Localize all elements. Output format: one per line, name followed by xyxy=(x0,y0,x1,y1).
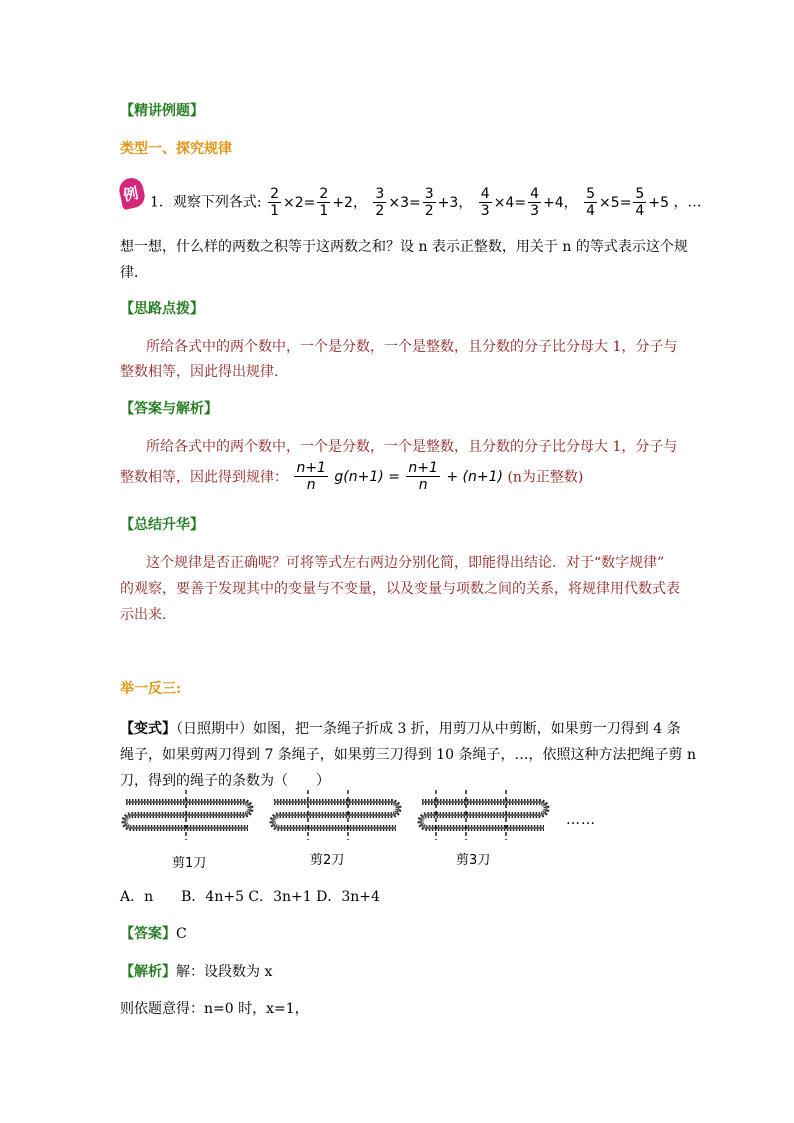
example-item-3: $\frac{4}{3}$ ×4= $\frac{4}{3}$ +4， xyxy=(480,186,583,219)
answer-row xyxy=(120,923,187,943)
analysis-row xyxy=(120,961,272,981)
section-title: 【精讲例题】 xyxy=(120,103,204,119)
hint-line-1: 所给各式中的两个数中，一个是分数，一个是整数，且分数的分子比分母大 1，分子与 xyxy=(146,339,678,355)
summary-line-2: 的观察，要善于发现其中的变量与不变量，以及变量与项数之间的关系，将规律用代数式表 xyxy=(120,581,680,597)
example-number-label: 1．观察下列各式: xyxy=(150,194,262,211)
summary-line-3: 示出来． xyxy=(120,607,176,623)
variant-text-1: （日照期中）如图，把一条绳子折成 3 折，用剪刀从中剪断，如果剪一刀得到 4 条 xyxy=(176,721,681,737)
type-title: 类型一、探究规律 xyxy=(120,141,232,157)
figure-ellipsis: …… xyxy=(566,812,596,828)
answer-section-formula-line xyxy=(120,460,583,493)
hint-title: 【思路点拨】 xyxy=(120,301,204,317)
summary-line-1: 这个规律是否正确呢？可将等式左右两边分别化简，即能得出结论．对于“数字规律” xyxy=(146,555,665,571)
example-badge: 例 xyxy=(117,176,147,210)
variant-line-3: 刀，得到的绳子的条数为（ ） xyxy=(120,773,330,789)
caption-cut-3: 剪3刀 xyxy=(456,853,491,868)
rope-1 xyxy=(125,790,251,840)
caption-cut-2: 剪2刀 xyxy=(310,853,345,868)
example-item-1: $\frac{2}{1}$ ×2= $\frac{2}{1}$ +2， xyxy=(270,186,372,219)
rope-3 xyxy=(421,790,547,840)
answer-options: A．n B．4n+5 C．3n+1 D．3n+4 xyxy=(120,889,380,905)
answer-section-title: 【答案与解析】 xyxy=(120,401,218,417)
example-item-4: $\frac{5}{4}$ ×5= $\frac{5}{4}$ +5 xyxy=(586,186,669,219)
caption-cut-1: 剪1刀 xyxy=(172,856,207,871)
formula-note: (n为正整数) xyxy=(507,469,584,486)
rule-formula: $\frac{n+1}{n}$ g(n+1) = $\frac{n+1}{n}$ + (n+1) xyxy=(296,460,503,493)
example-formula-line xyxy=(150,186,701,219)
example-line-3: 律． xyxy=(120,265,148,281)
answer-label: 【答案】 xyxy=(120,926,176,942)
analysis-label: 【解析】 xyxy=(120,964,176,980)
example-ellipsis: ，… xyxy=(673,194,702,211)
variant-line-2: 绳子，如果剪两刀得到 7 条绳子，如果剪三刀得到 10 条绳子，…，依照这种方法把绳子剪 n xyxy=(120,747,696,763)
answer-value: C xyxy=(176,926,187,942)
example-line-2: 想一想，什么样的两数之积等于这两数之和？设 n 表示正整数，用关于 n 的等式表示这个规 xyxy=(120,239,688,255)
practice-title: 举一反三: xyxy=(120,681,182,697)
hint-line-2: 整数相等，因此得出规律. xyxy=(120,364,279,380)
last-line: 则依题意得：n=0 时，x=1， xyxy=(120,1001,309,1017)
answer-section-line-1: 所给各式中的两个数中，一个是分数，一个是整数，且分数的分子比分母大 1，分子与 xyxy=(146,439,678,455)
variant-label: 【变式】 xyxy=(120,721,176,737)
rope-2 xyxy=(273,790,399,840)
example-item-2: $\frac{3}{2}$ ×3= $\frac{3}{2}$ +3， xyxy=(375,186,477,219)
answer-section-prefix: 整数相等，因此得到规律： xyxy=(120,469,288,486)
variant-line-1 xyxy=(120,718,681,738)
analysis-text: 解：设段数为 x xyxy=(176,964,273,980)
summary-title: 【总结升华】 xyxy=(120,517,204,533)
